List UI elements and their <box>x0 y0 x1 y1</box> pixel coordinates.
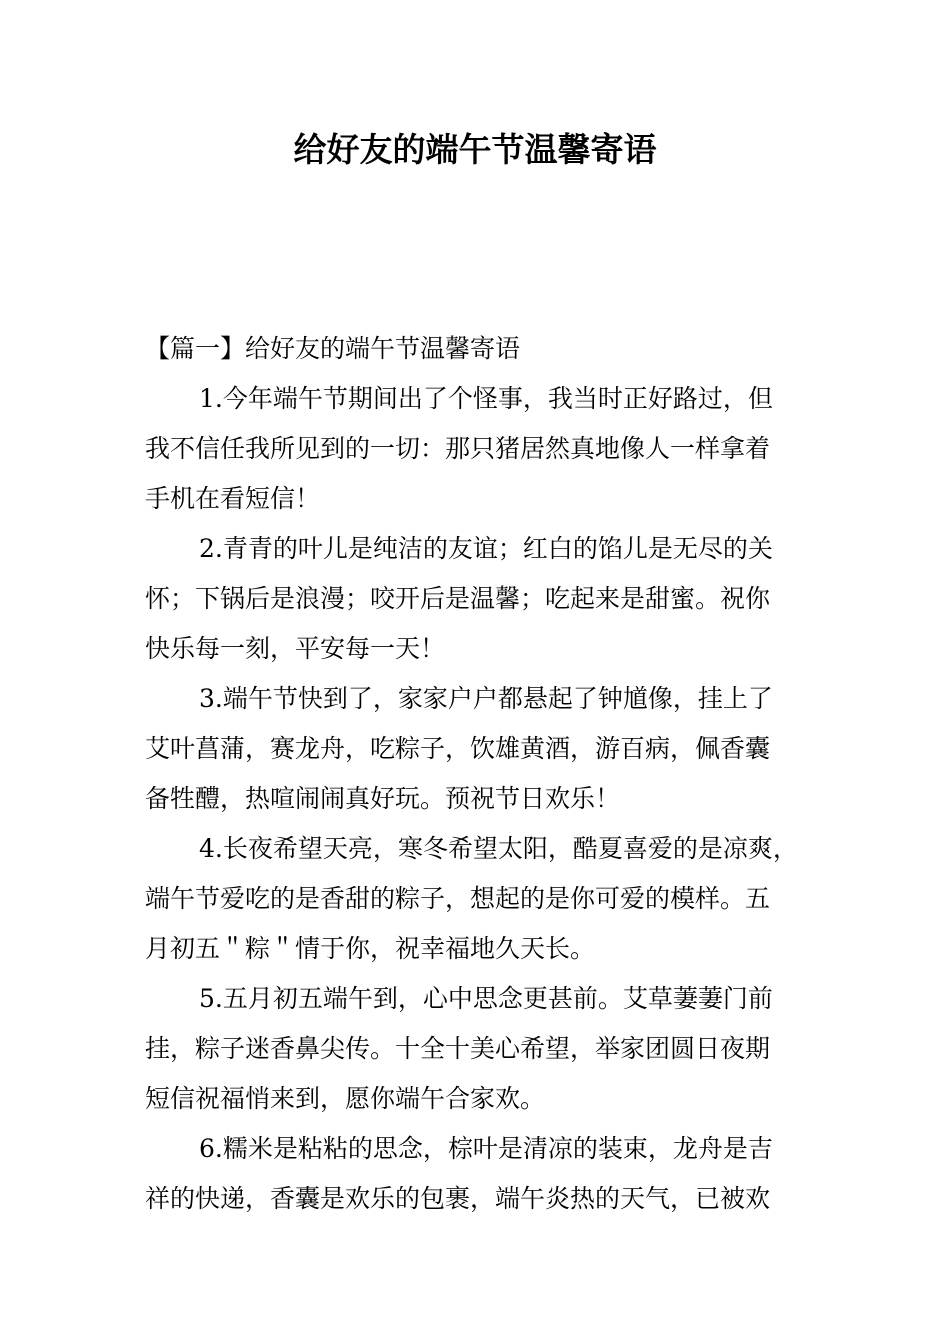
paragraph-line: 手机在看短信！ <box>145 484 321 513</box>
paragraph-line: 1.今年端午节期间出了个怪事，我当时正好路过，但 <box>199 384 773 413</box>
paragraph-line: 5.五月初五端午到，心中思念更甚前。艾草萋萋门前 <box>199 984 773 1013</box>
paragraph-line: 端午节爱吃的是香甜的粽子，想起的是你可爱的模样。五 <box>145 884 771 913</box>
paragraph-3 <box>145 674 835 824</box>
paragraph-1 <box>145 374 835 524</box>
paragraph-6 <box>145 1124 835 1224</box>
paragraph-line: 4.长夜希望天亮，寒冬希望太阳，酷夏喜爱的是凉爽， <box>199 834 798 863</box>
paragraph-4 <box>145 824 835 974</box>
paragraph-line: 短信祝福悄来到，愿你端午合家欢。 <box>145 1084 546 1113</box>
paragraph-line: 6.糯米是粘粘的思念，棕叶是清凉的装束，龙舟是吉 <box>199 1134 773 1163</box>
document-title: 给好友的端午节温馨寄语 <box>293 130 657 169</box>
section-heading: 【篇一】给好友的端午节温馨寄语 <box>145 334 521 363</box>
paragraph-line: 备牲醴，热喧闹闹真好玩。预祝节日欢乐！ <box>145 784 621 813</box>
paragraph-line: 3.端午节快到了，家家户户都悬起了钟馗像，挂上了 <box>199 684 773 713</box>
paragraph-line: 怀；下锅后是浪漫；咬开后是温馨；吃起来是甜蜜。祝你 <box>145 584 771 613</box>
paragraph-line: 2.青青的叶儿是纯洁的友谊；红白的馅儿是无尽的关 <box>199 534 773 563</box>
paragraph-2 <box>145 524 835 674</box>
document-body <box>145 324 835 1224</box>
paragraph-5 <box>145 974 835 1124</box>
paragraph-line: 艾叶菖蒲，赛龙舟，吃粽子，饮雄黄酒，游百病，佩香囊 <box>145 734 771 763</box>
paragraph-line: 我不信任我所见到的一切：那只猪居然真地像人一样拿着 <box>145 434 771 463</box>
paragraph-line: 快乐每一刻，平安每一天！ <box>145 634 446 663</box>
paragraph-line: 祥的快递，香囊是欢乐的包裹，端午炎热的天气，已被欢 <box>145 1184 771 1213</box>
paragraph-line: 月初五＂粽＂情于你，祝幸福地久天长。 <box>145 934 596 963</box>
paragraph-line: 挂，粽子迷香鼻尖传。十全十美心希望，举家团圆日夜期 <box>145 1034 771 1063</box>
